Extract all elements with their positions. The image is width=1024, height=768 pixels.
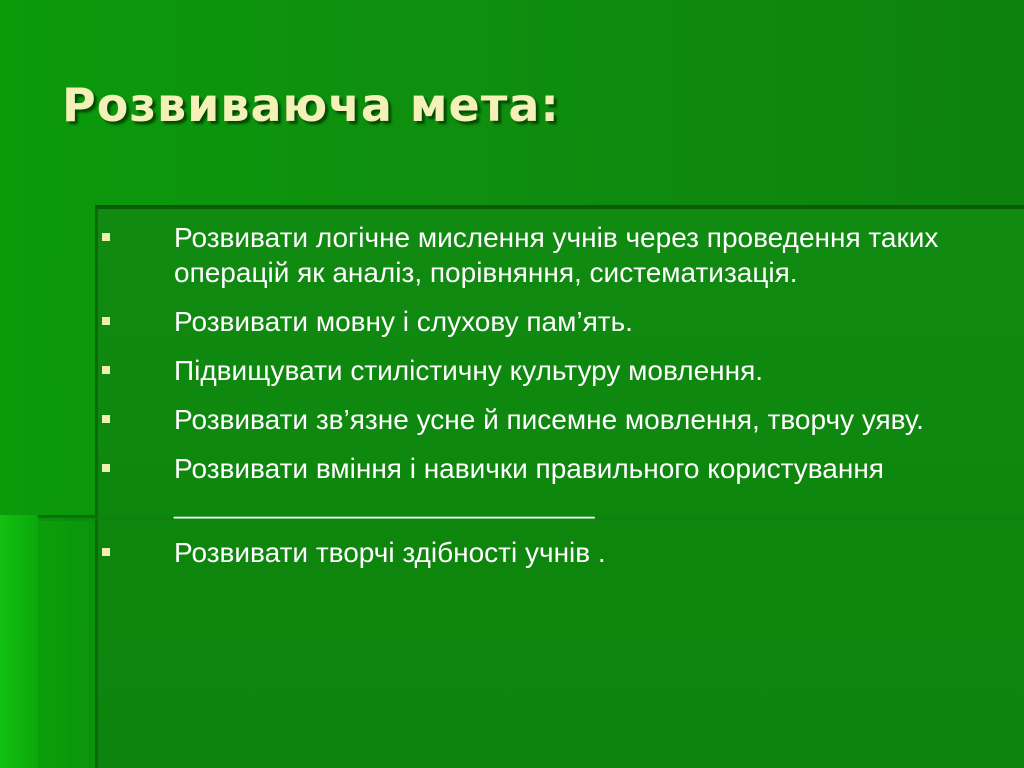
decorative-strip-left — [0, 515, 38, 768]
bullet-item — [102, 535, 982, 570]
bullet-item — [102, 304, 982, 339]
square-bullet-icon — [102, 464, 110, 472]
bullet-item — [102, 402, 982, 437]
bullet-text: Розвивати вміння і навички правильного користування ___________________________ — [174, 453, 884, 519]
bullet-item — [102, 353, 982, 388]
bullet-item — [102, 451, 982, 521]
square-bullet-icon — [102, 415, 110, 423]
bullet-text: Розвивати творчі здібності учнів . — [174, 537, 606, 568]
square-bullet-icon — [102, 233, 110, 241]
decorative-block-lower — [38, 515, 98, 768]
bullet-text: Розвивати мовну і слухову пам’ять. — [174, 306, 633, 337]
bullet-text: Розвивати логічне мислення учнів через проведення таких операцій як аналіз, порівняння, систематизація. — [174, 222, 939, 288]
square-bullet-icon — [102, 317, 110, 325]
square-bullet-icon — [102, 366, 110, 374]
bullet-text: Розвивати зв’язне усне й писемне мовлення, творчу уяву. — [174, 404, 924, 435]
bullet-text: Підвищувати стилістичну культуру мовлення. — [174, 355, 764, 386]
bullet-item — [102, 220, 982, 290]
square-bullet-icon — [102, 548, 110, 556]
bullet-list — [102, 220, 982, 584]
slide-title: Розвиваюча мета: — [62, 78, 560, 132]
